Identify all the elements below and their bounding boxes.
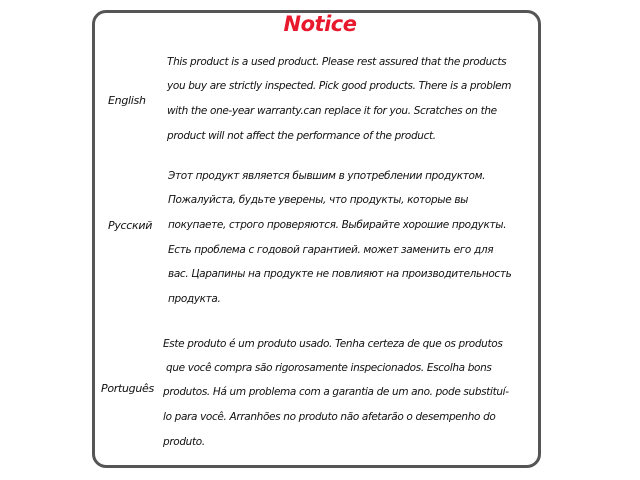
paragraph-line: вас. Царапины на продукте не повлияют на производительность (168, 268, 512, 280)
paragraph-line: you buy are strictly inspected. Pick good products. There is a problem (167, 80, 512, 92)
paragraph-line: que você compra são rigorosamente inspecionados. Escolha bons (166, 362, 492, 374)
paragraph-line: produtos. Há um problema com a garantia de um ano. pode substituí- (163, 386, 509, 398)
language-label-portuguese: Português (101, 382, 154, 395)
paragraph-line: This product is a used product. Please rest assured that the products (167, 56, 507, 68)
paragraph-line: with the one-year warranty.can replace it for you. Scratches on the (167, 105, 497, 117)
notice-frame (92, 10, 541, 468)
paragraph-line: Этот продукт является бывшим в употреблении продуктом. (168, 170, 486, 182)
language-label-russian: Русский (108, 219, 153, 232)
paragraph-line: Есть проблема с годовой гарантией. может заменить его для (168, 244, 494, 256)
paragraph-line: produto. (163, 436, 205, 448)
paragraph-line: продукта. (168, 293, 221, 305)
paragraph-line: lo para você. Arranhões no produto não afetarão o desempenho do (163, 411, 496, 423)
paragraph-line: Пожалуйста, будьте уверены, что продукты, которые вы (168, 194, 469, 206)
paragraph-line: product will not affect the performance of the product. (167, 130, 436, 142)
paragraph-line: Este produto é um produto usado. Tenha certeza de que os produtos (163, 338, 503, 350)
language-label-english: English (108, 94, 146, 107)
paragraph-line: покупаете, строго проверяются. Выбирайте хорошие продукты. (168, 219, 507, 231)
notice-title: Notice (283, 12, 357, 36)
